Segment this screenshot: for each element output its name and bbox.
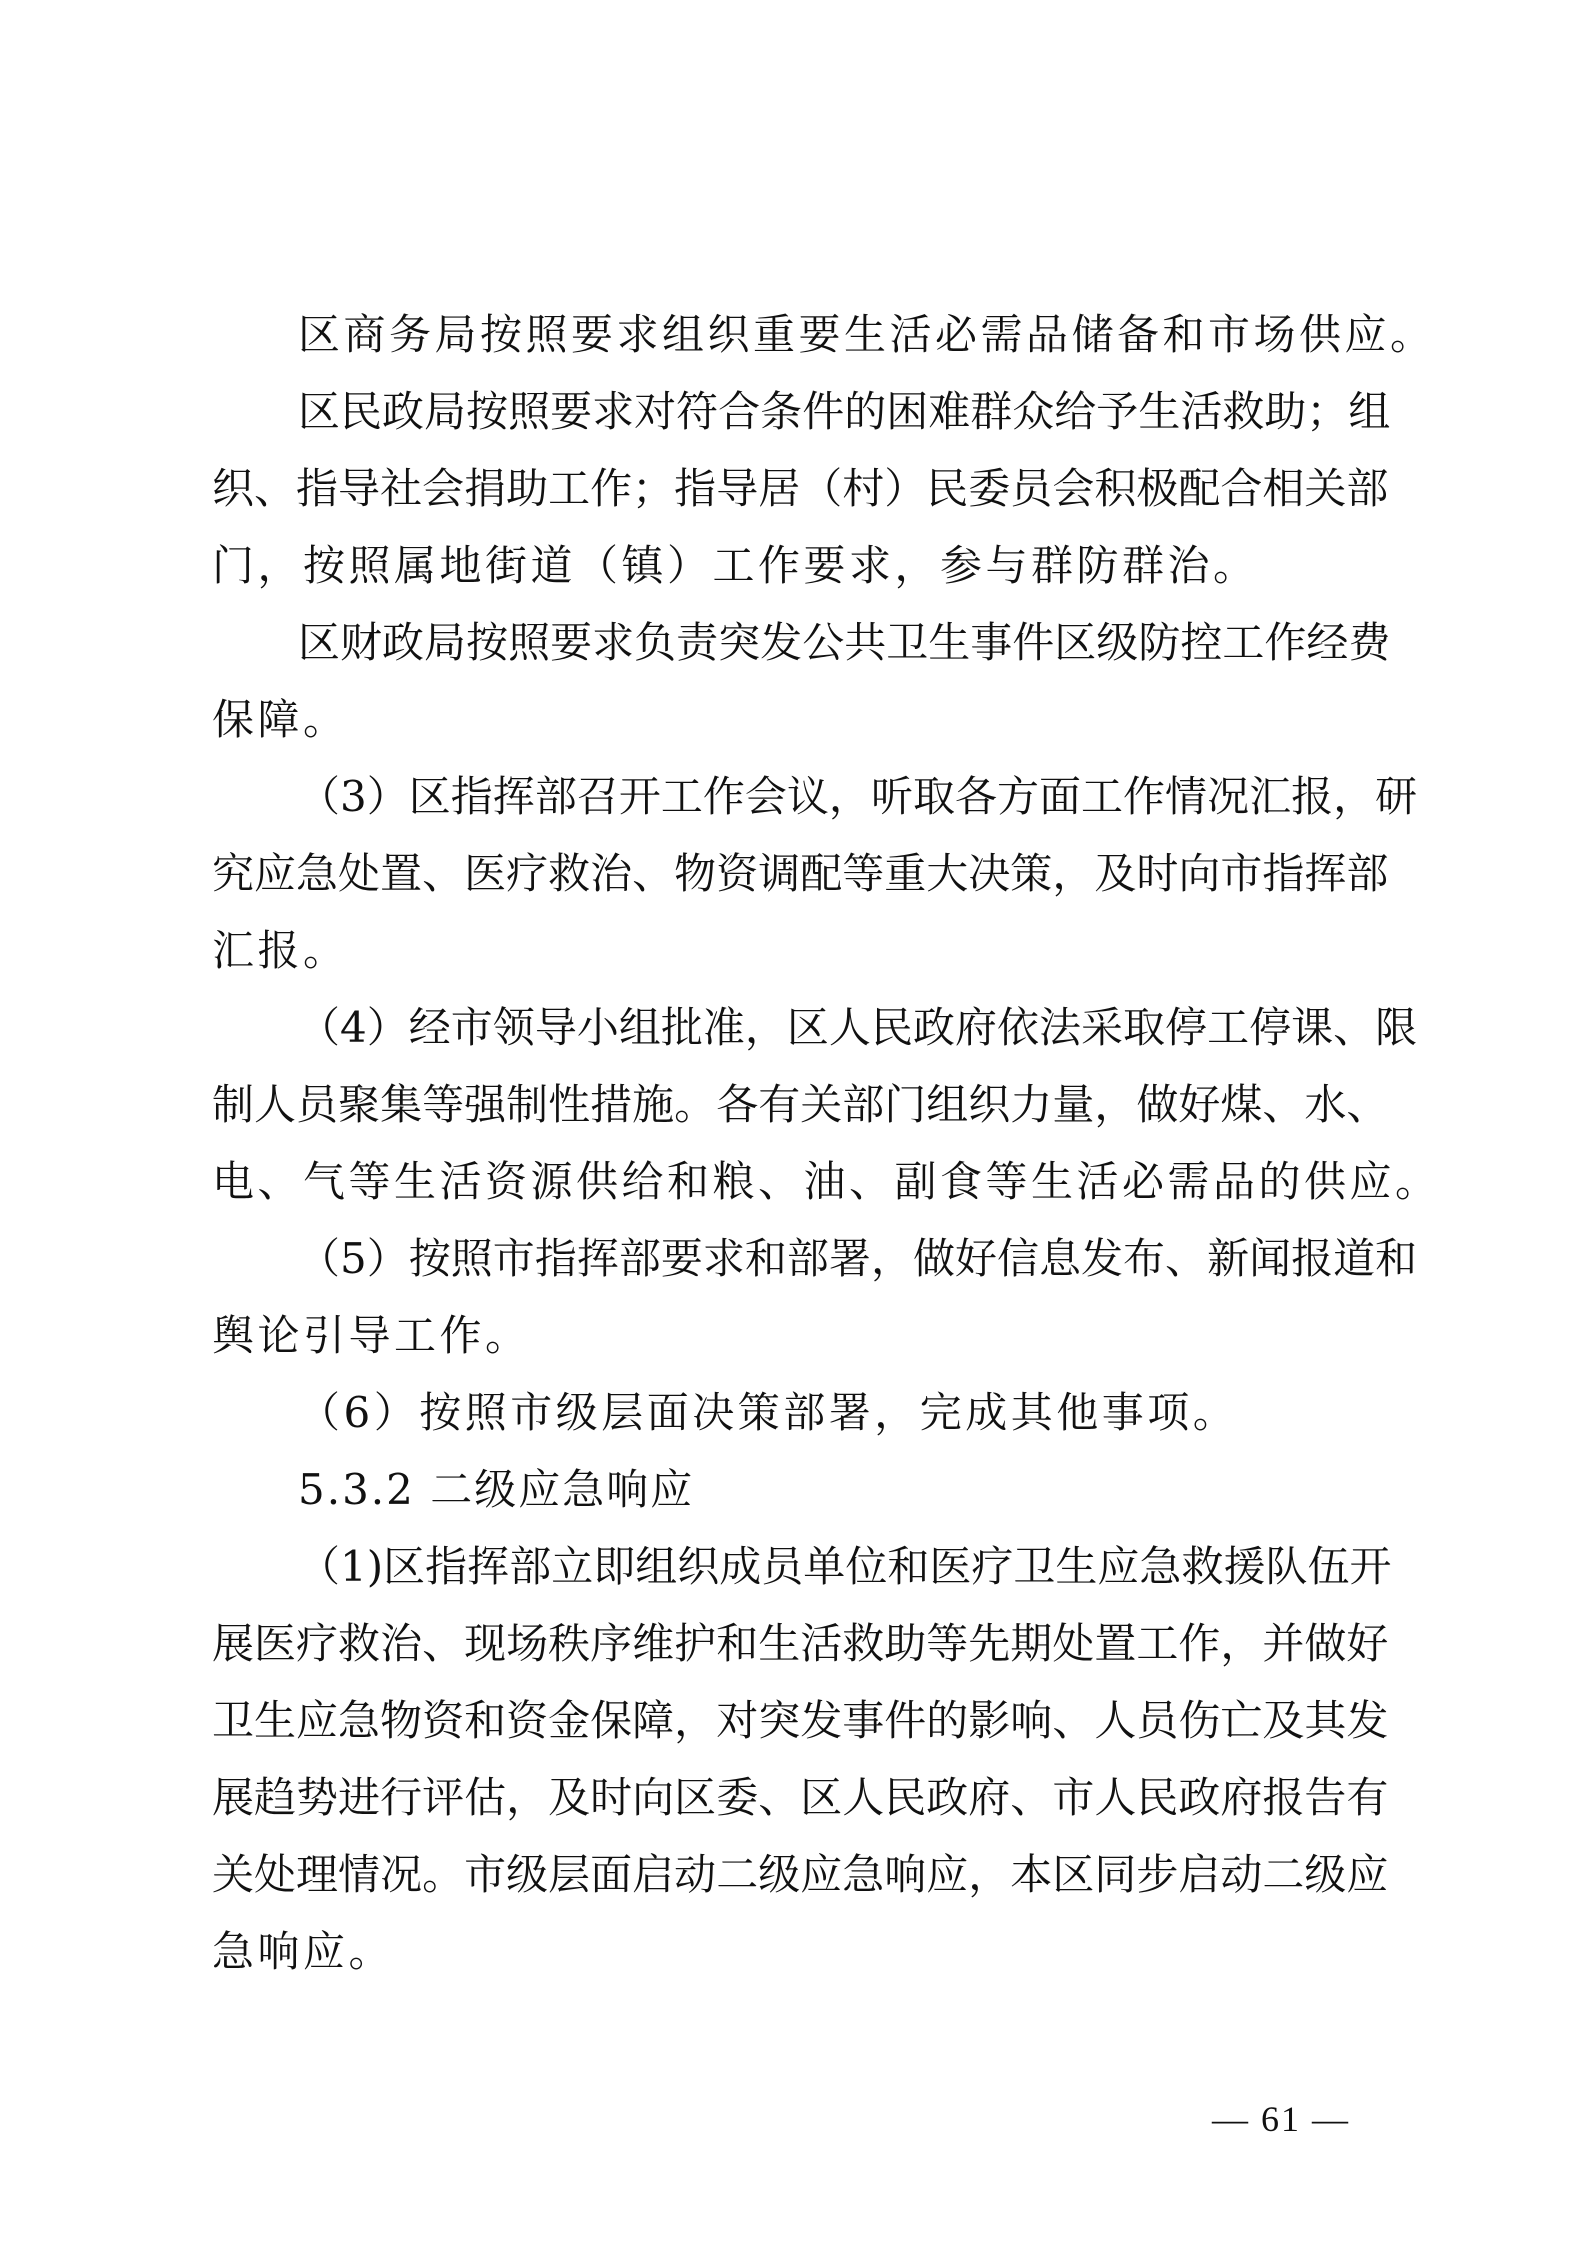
document-body bbox=[212, 296, 1441, 1990]
text-line: 保障。 bbox=[212, 695, 349, 744]
text-line: 展 趋 势 进 行 评 估 ， 及 时 向 区 委 、 区 人 民 政 府 、 市 人 民 政 府 报 告 有 bbox=[212, 1773, 1389, 1822]
text-line: 织 、 指 导 社 会 捐 助 工 作 ； 指 导 居 （ 村 ） 民 委 员 会 积 极 配 合 相 关 部 bbox=[212, 464, 1389, 513]
text-line: 舆论引导工作。 bbox=[212, 1311, 531, 1360]
text-line: （ 5 ） 按 照 市 指 挥 部 要 求 和 部 署 ， 做 好 信 息 发 布 、 新 闻 报 道 和 bbox=[298, 1234, 1418, 1283]
text-line: （ 4 ） 经 市 领 导 小 组 批 准 ， 区 人 民 政 府 依 法 采 取 停 工 停 课 、 限 bbox=[298, 1003, 1418, 1052]
text-line: 关 处 理 情 况 。 市 级 层 面 启 动 二 级 应 急 响 应 ， 本 区 同 步 启 动 二 级 应 bbox=[212, 1850, 1389, 1899]
section-heading: 5.3.2 二级应急响应 bbox=[298, 1465, 695, 1514]
text-line: 电、气等生活资源供给和粮、油、副食等生活必需品的供应。 bbox=[212, 1157, 1441, 1206]
text-line: 究 应 急 处 置 、 医 疗 救 治 、 物 资 调 配 等 重 大 决 策 ， 及 时 向 市 指 挥 部 bbox=[212, 849, 1389, 898]
text-line: 展 医 疗 救 治 、 现 场 秩 序 维 护 和 生 活 救 助 等 先 期 处 置 工 作 ， 并 做 好 bbox=[212, 1619, 1389, 1668]
text-line: 急响应。 bbox=[212, 1927, 395, 1976]
text-line: （ 3 ） 区 指 挥 部 召 开 工 作 会 议 ， 听 取 各 方 面 工 作 情 况 汇 报 ， 研 bbox=[298, 772, 1418, 821]
text-line: 区 民 政 局 按 照 要 求 对 符 合 条 件 的 困 难 群 众 给 予 生 活 救 助 ； 组 bbox=[298, 387, 1391, 436]
text-line: 汇报。 bbox=[212, 926, 349, 975]
text-line: 门，按照属地街道（镇）工作要求，参与群防群治。 bbox=[212, 541, 1259, 590]
text-line: 区 财 政 局 按 照 要 求 负 责 突 发 公 共 卫 生 事 件 区 级 防 控 工 作 经 费 bbox=[298, 618, 1391, 667]
text-line: 制 人 员 聚 集 等 强 制 性 措 施 。 各 有 关 部 门 组 织 力 量 ， 做 好 煤 、 水 、 bbox=[212, 1080, 1389, 1129]
text-line: （ 1 ) 区 指 挥 部 立 即 组 织 成 员 单 位 和 医 疗 卫 生 应 急 救 援 队 伍 开 bbox=[298, 1542, 1392, 1591]
page-number: — 61 — bbox=[1212, 2099, 1350, 2139]
text-line: 卫 生 应 急 物 资 和 资 金 保 障 ， 对 突 发 事 件 的 影 响 、 人 员 伤 亡 及 其 发 bbox=[212, 1696, 1389, 1745]
text-line: （6）按照市级层面决策部署，完成其他事项。 bbox=[298, 1388, 1239, 1437]
text-line: 区商务局按照要求组织重要生活必需品储备和市场供应。 bbox=[298, 310, 1436, 359]
